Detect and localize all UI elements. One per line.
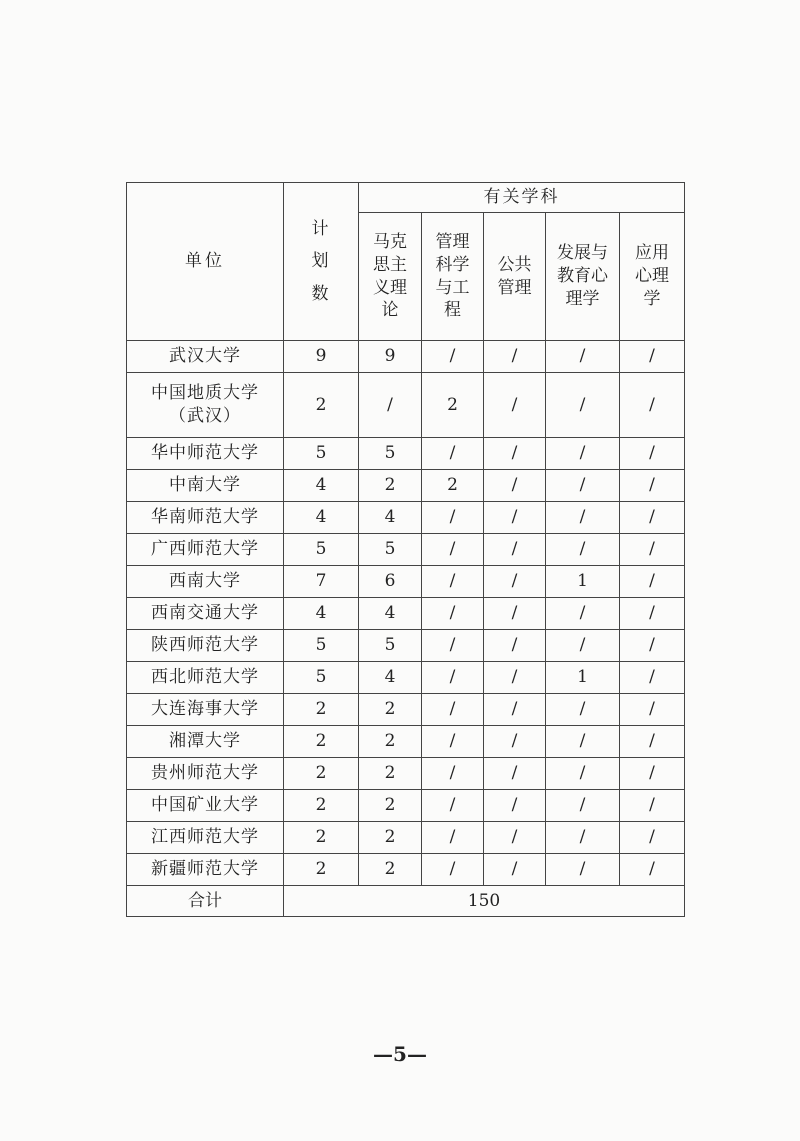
subject-cell: / xyxy=(484,341,546,373)
subject-cell: / xyxy=(422,502,484,534)
subject-cell: / xyxy=(546,502,620,534)
table-row xyxy=(127,662,685,694)
plan-cell: 7 xyxy=(284,566,359,598)
table-row xyxy=(127,373,685,438)
table-row xyxy=(127,438,685,470)
plan-cell: 9 xyxy=(284,341,359,373)
plan-cell: 5 xyxy=(284,438,359,470)
subject-cell: / xyxy=(620,373,685,438)
subject-cell: 2 xyxy=(359,790,422,822)
table-row xyxy=(127,502,685,534)
unit-cell xyxy=(127,566,284,598)
header-subject-line: 义理 xyxy=(373,277,407,298)
header-subject-line: 心理 xyxy=(635,266,670,287)
unit-name: 武汉大学 xyxy=(169,346,241,367)
subject-cell: 1 xyxy=(546,566,620,598)
unit-cell xyxy=(127,630,284,662)
subject-cell: 4 xyxy=(359,502,422,534)
unit-name: 华南师范大学 xyxy=(151,507,259,528)
subject-cell: / xyxy=(422,758,484,790)
subject-cell: 2 xyxy=(422,373,484,438)
table-row xyxy=(127,598,685,630)
subject-cell: / xyxy=(546,822,620,854)
total-label: 合计 xyxy=(127,886,284,917)
subject-cell: / xyxy=(484,854,546,886)
unit-cell xyxy=(127,598,284,630)
header-plan-text: 计 划 数 xyxy=(311,219,331,304)
unit-name: 贵州师范大学 xyxy=(151,763,259,784)
subject-cell: / xyxy=(484,822,546,854)
subject-cell: 5 xyxy=(359,534,422,566)
plan-cell: 2 xyxy=(284,822,359,854)
subject-cell: / xyxy=(422,790,484,822)
unit-cell xyxy=(127,373,284,438)
subject-cell: / xyxy=(484,534,546,566)
subject-cell: / xyxy=(620,566,685,598)
plan-cell: 4 xyxy=(284,598,359,630)
unit-name: 西南交通大学 xyxy=(151,603,259,624)
header-subject xyxy=(620,213,685,341)
table-body xyxy=(127,341,685,886)
subject-cell: / xyxy=(546,341,620,373)
plan-cell: 4 xyxy=(284,502,359,534)
subject-cell: / xyxy=(422,854,484,886)
subject-cell: / xyxy=(620,758,685,790)
quota-table xyxy=(126,182,685,917)
subject-cell: / xyxy=(620,790,685,822)
subject-cell: / xyxy=(422,694,484,726)
subject-cell: / xyxy=(546,534,620,566)
unit-cell xyxy=(127,470,284,502)
header-subject-line: 马克 xyxy=(373,231,407,252)
header-subject-line: 思主 xyxy=(373,254,407,275)
subject-cell: / xyxy=(484,726,546,758)
subject-cell: / xyxy=(484,790,546,822)
table-row xyxy=(127,470,685,502)
plan-cell: 2 xyxy=(284,790,359,822)
subject-cell: 2 xyxy=(359,822,422,854)
subject-cell: / xyxy=(620,662,685,694)
plan-cell: 2 xyxy=(284,694,359,726)
unit-cell xyxy=(127,790,284,822)
subject-cell: / xyxy=(620,726,685,758)
plan-cell: 2 xyxy=(284,758,359,790)
unit-cell xyxy=(127,694,284,726)
subject-cell: / xyxy=(620,438,685,470)
header-subject xyxy=(359,213,422,341)
subject-cell: / xyxy=(546,598,620,630)
subject-cell: / xyxy=(484,630,546,662)
header-subject-group: 有关学科 xyxy=(359,183,685,213)
plan-cell: 5 xyxy=(284,534,359,566)
unit-name: 西北师范大学 xyxy=(151,667,259,688)
table-row xyxy=(127,534,685,566)
subject-cell: / xyxy=(422,726,484,758)
unit-name: 中南大学 xyxy=(169,475,241,496)
unit-cell xyxy=(127,726,284,758)
subject-cell: / xyxy=(484,694,546,726)
subject-cell: / xyxy=(484,758,546,790)
plan-cell: 2 xyxy=(284,726,359,758)
table-row xyxy=(127,854,685,886)
unit-name: 大连海事大学 xyxy=(151,699,259,720)
subject-cell: 9 xyxy=(359,341,422,373)
subject-cell: / xyxy=(546,854,620,886)
subject-cell: / xyxy=(484,373,546,438)
subject-cell: / xyxy=(546,373,620,438)
subject-cell: / xyxy=(422,438,484,470)
unit-name: （武汉） xyxy=(169,406,241,426)
unit-cell xyxy=(127,534,284,566)
subject-cell: / xyxy=(422,630,484,662)
subject-cell: 2 xyxy=(359,694,422,726)
subject-cell: / xyxy=(546,694,620,726)
subject-cell: / xyxy=(484,502,546,534)
table-row xyxy=(127,790,685,822)
subject-cell: 2 xyxy=(359,758,422,790)
unit-name: 陕西师范大学 xyxy=(151,635,259,656)
unit-name: 中国地质大学 xyxy=(151,383,259,404)
unit-cell xyxy=(127,662,284,694)
subject-cell: / xyxy=(620,822,685,854)
total-row xyxy=(127,886,685,917)
page-number: —5— xyxy=(373,1042,427,1066)
unit-cell xyxy=(127,822,284,854)
unit-name: 广西师范大学 xyxy=(151,539,259,560)
total-value: 150 xyxy=(284,886,685,917)
plan-cell: 4 xyxy=(284,470,359,502)
unit-cell xyxy=(127,341,284,373)
subject-cell: / xyxy=(359,373,422,438)
header-plan xyxy=(284,183,359,341)
unit-cell xyxy=(127,438,284,470)
subject-cell: / xyxy=(620,502,685,534)
plan-cell: 5 xyxy=(284,630,359,662)
subject-cell: / xyxy=(484,470,546,502)
subject-cell: / xyxy=(484,438,546,470)
unit-name: 中国矿业大学 xyxy=(151,795,259,816)
unit-cell xyxy=(127,854,284,886)
subject-cell: / xyxy=(620,854,685,886)
unit-cell xyxy=(127,502,284,534)
table-row xyxy=(127,341,685,373)
subject-cell: 1 xyxy=(546,662,620,694)
unit-cell xyxy=(127,758,284,790)
header-subject-line: 程 xyxy=(444,300,461,321)
subject-cell: / xyxy=(422,822,484,854)
unit-name: 西南大学 xyxy=(169,571,241,592)
table-row xyxy=(127,630,685,662)
subject-cell: / xyxy=(620,694,685,726)
header-subject-line: 教育心 xyxy=(557,266,608,287)
subject-cell: / xyxy=(620,470,685,502)
unit-name: 湘潭大学 xyxy=(169,731,241,752)
subject-cell: 2 xyxy=(359,854,422,886)
subject-cell: / xyxy=(484,598,546,630)
subject-cell: 6 xyxy=(359,566,422,598)
subject-cell: / xyxy=(546,438,620,470)
table-row xyxy=(127,566,685,598)
plan-cell: 5 xyxy=(284,662,359,694)
header-subject xyxy=(546,213,620,341)
header-unit: 单位 xyxy=(127,183,284,341)
table-row xyxy=(127,758,685,790)
unit-name: 新疆师范大学 xyxy=(151,859,259,880)
subject-cell: / xyxy=(620,630,685,662)
header-subject-line: 公共 xyxy=(497,254,532,275)
header-subject xyxy=(422,213,484,341)
subject-cell: / xyxy=(620,534,685,566)
subject-cell: / xyxy=(546,630,620,662)
subject-cell: / xyxy=(422,341,484,373)
subject-cell: / xyxy=(422,662,484,694)
subject-cell: / xyxy=(422,598,484,630)
subject-cell: / xyxy=(620,598,685,630)
subject-cell: / xyxy=(422,566,484,598)
subject-cell: / xyxy=(484,566,546,598)
table-row xyxy=(127,822,685,854)
header-subject-line: 管理 xyxy=(435,231,470,252)
header-subject-line: 发展与 xyxy=(557,243,608,264)
header-subject-line: 管理 xyxy=(497,277,532,298)
subject-cell: / xyxy=(620,341,685,373)
subject-cell: 5 xyxy=(359,438,422,470)
header-subject-line: 科学 xyxy=(435,254,470,275)
plan-cell: 2 xyxy=(284,854,359,886)
subject-cell: 4 xyxy=(359,598,422,630)
subject-cell: 4 xyxy=(359,662,422,694)
subject-cell: 5 xyxy=(359,630,422,662)
subject-cell: / xyxy=(546,726,620,758)
header-subject-line: 应用 xyxy=(635,243,670,264)
header-subject xyxy=(484,213,546,341)
unit-name: 江西师范大学 xyxy=(151,827,259,848)
table-row xyxy=(127,726,685,758)
header-subject-line: 学 xyxy=(643,288,661,309)
subject-cell: / xyxy=(546,790,620,822)
subject-cell: / xyxy=(546,758,620,790)
header-subject-line: 与工 xyxy=(435,277,470,298)
subject-cell: / xyxy=(546,470,620,502)
subject-cell: 2 xyxy=(422,470,484,502)
subject-cell: / xyxy=(484,662,546,694)
subject-cell: 2 xyxy=(359,470,422,502)
table-row xyxy=(127,694,685,726)
subject-cell: 2 xyxy=(359,726,422,758)
unit-name: 华中师范大学 xyxy=(151,443,259,464)
subject-cell: / xyxy=(422,534,484,566)
plan-cell: 2 xyxy=(284,373,359,438)
header-subject-line: 论 xyxy=(381,300,399,321)
header-subject-line: 理学 xyxy=(565,288,600,309)
